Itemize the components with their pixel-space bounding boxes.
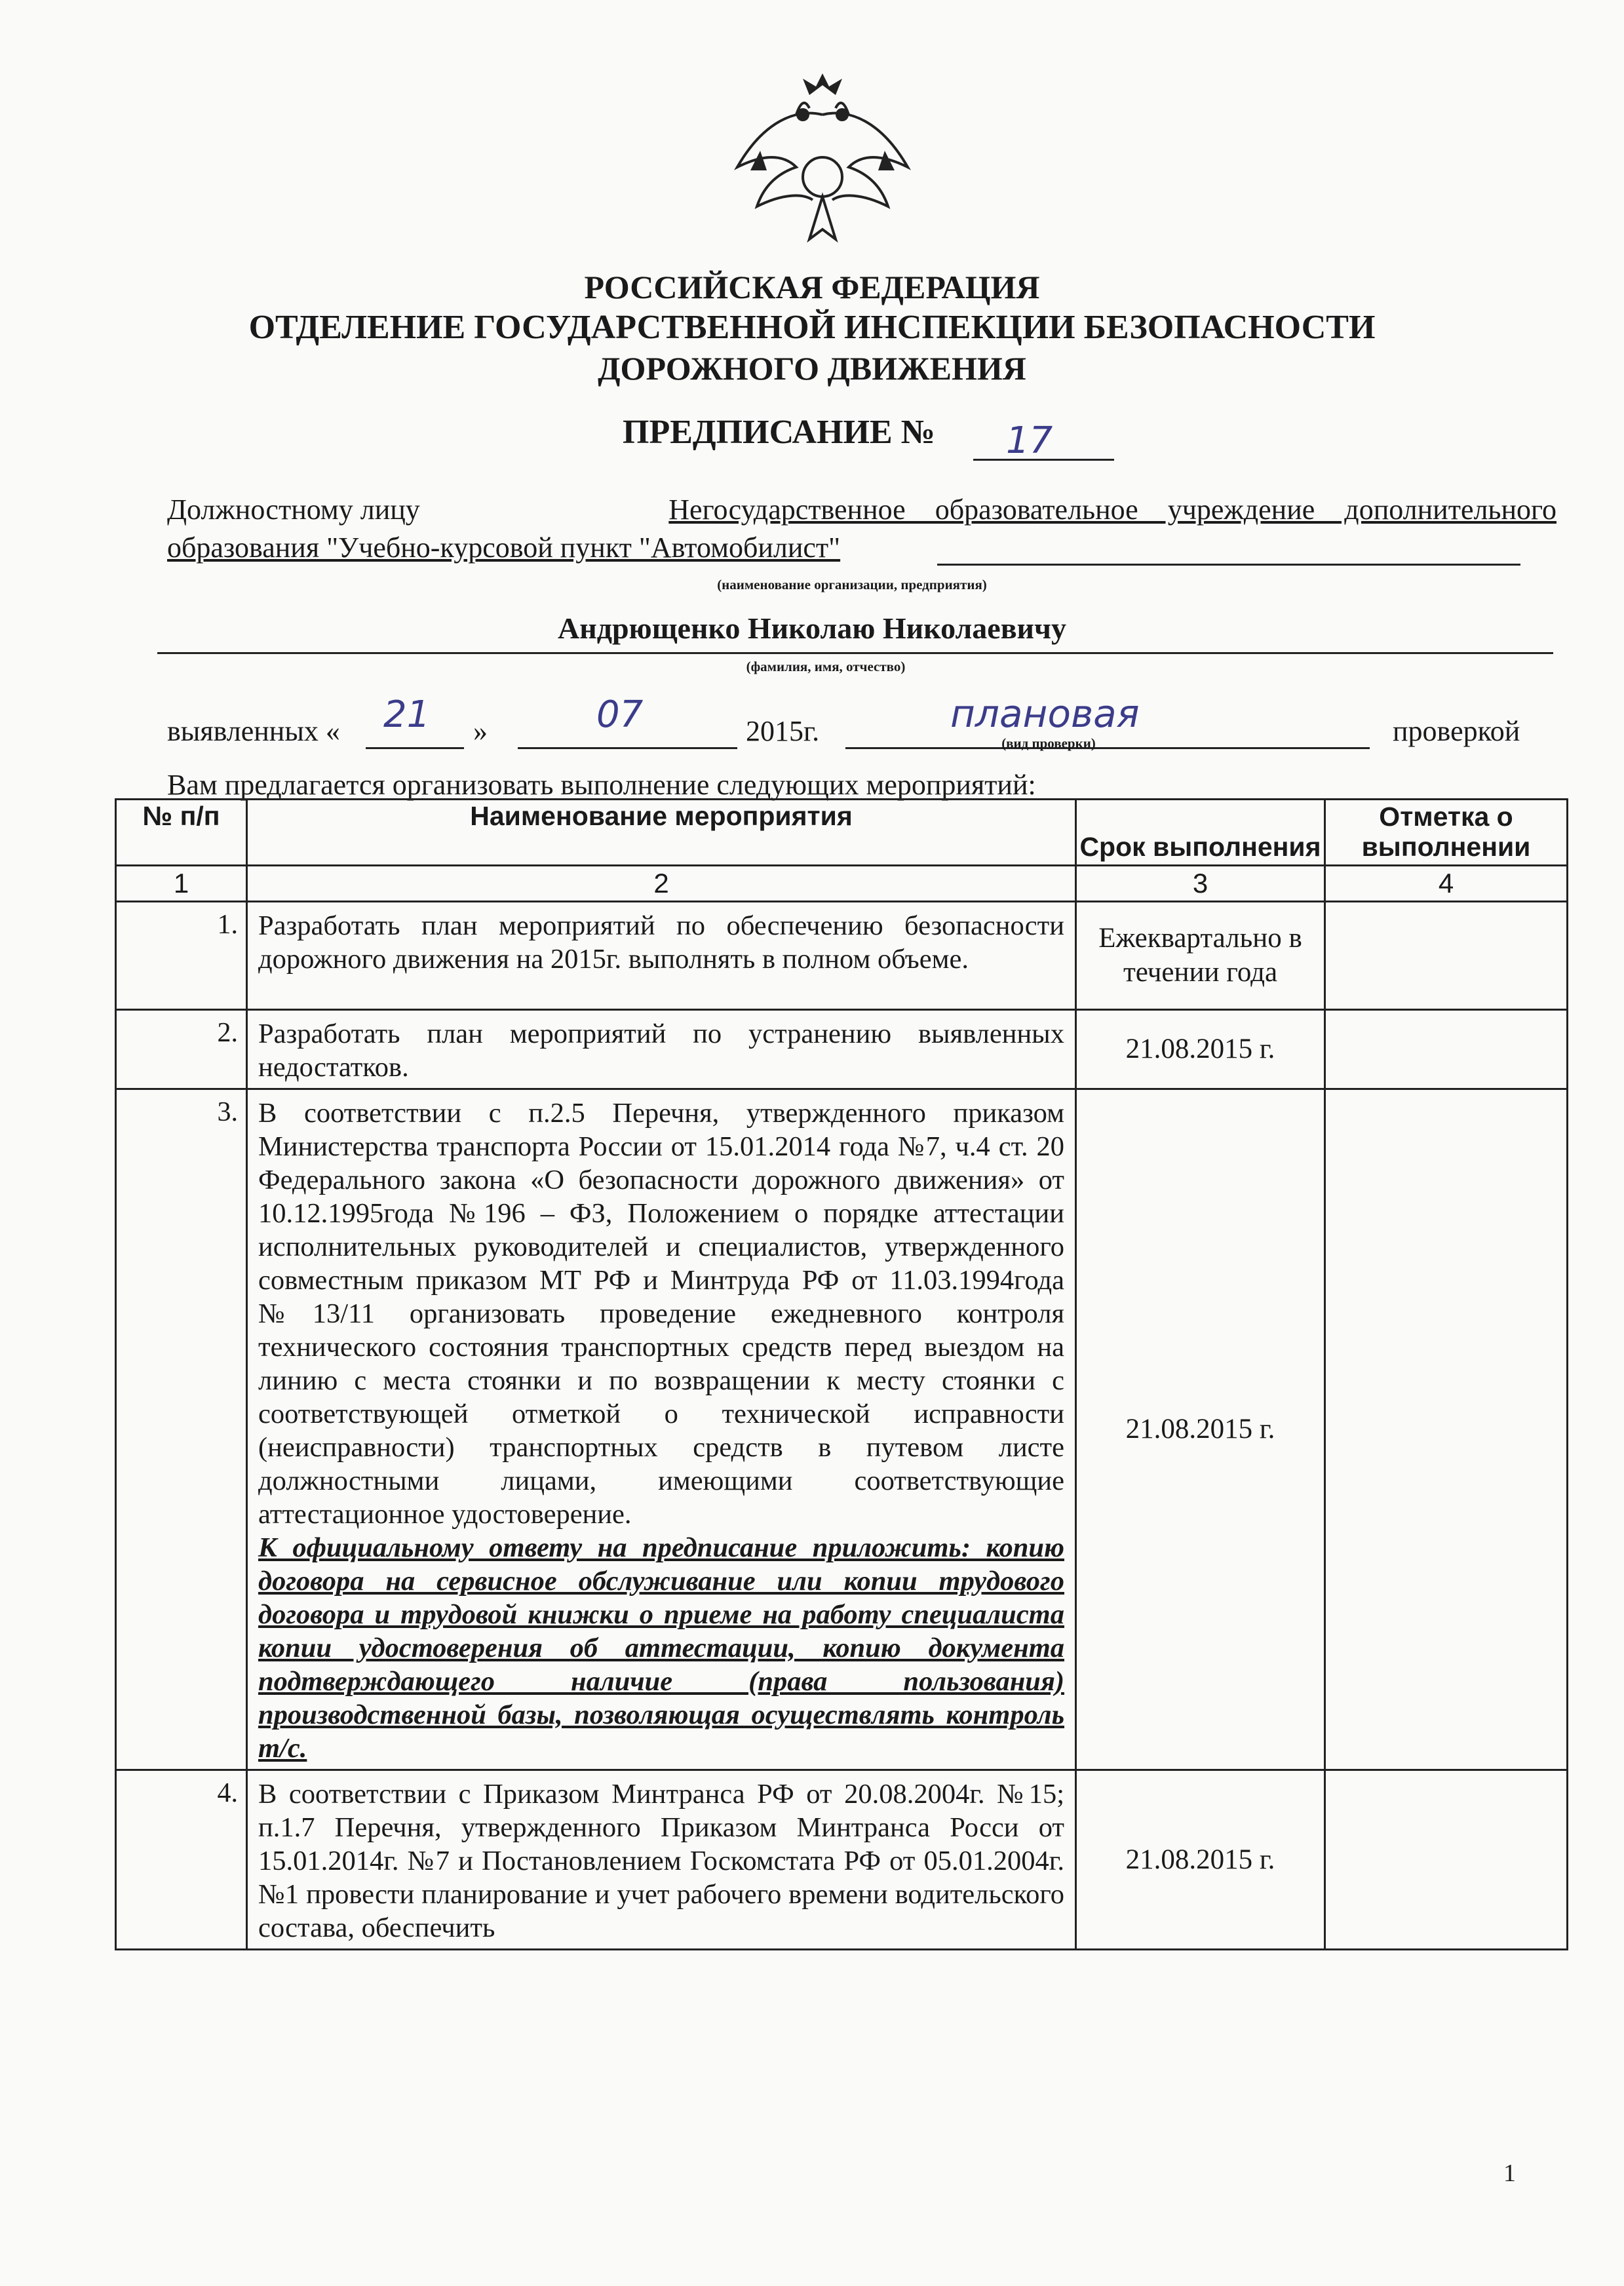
month-underline: [518, 747, 737, 749]
table-header-row: [116, 800, 1568, 866]
detected-suffix: проверкой: [1393, 715, 1520, 747]
row-text: Разработать план мероприятий по устранению выявленных недостатков.: [247, 1010, 1076, 1089]
table-row: [116, 1770, 1568, 1950]
table-row: [116, 1089, 1568, 1770]
detected-month: 07: [596, 693, 644, 736]
col-number-4: 4: [1325, 866, 1568, 902]
recipient-org-line-2: образования "Учебно-курсовой пункт "Автомобилист": [167, 532, 841, 564]
row-note: К официальному ответу на предписание приложить: копию договора на сервисное обслуживание или копии трудового договора и трудовой книжки о приеме на работу специалиста копии удостоверения об аттестации, копию документа подтверждающего наличие (права пользования) производственной базы, позволяющая осуществлять контроль т/с.: [258, 1532, 1064, 1764]
header-num: № п/п: [116, 800, 247, 866]
header-department: ОТДЕЛЕНИЕ ГОСУДАРСТВЕННОЙ ИНСПЕКЦИИ БЕЗОПАСНОСТИ: [248, 309, 1376, 346]
page-number: 1: [1503, 2160, 1516, 2187]
detected-year: 2015г.: [746, 715, 820, 747]
row-mark: [1325, 1010, 1568, 1089]
row-mark: [1325, 1770, 1568, 1950]
detected-day: 21: [383, 693, 431, 736]
header-country: РОССИЙСКАЯ ФЕДЕРАЦИЯ: [584, 269, 1040, 305]
row-deadline: 21.08.2015 г.: [1076, 1010, 1325, 1089]
table-row: [116, 902, 1568, 1010]
row-deadline: 21.08.2015 г.: [1076, 1770, 1325, 1950]
table-row: [116, 1010, 1568, 1089]
recipient-label: Должностному лицу: [167, 494, 420, 526]
row-number: 2.: [116, 1010, 247, 1089]
recipient-person: Андрющенко Николаю Николаевичу: [557, 611, 1066, 645]
row-number: 1.: [116, 902, 247, 1010]
row-text: В соответствии с п.2.5 Перечня, утвержденного приказом Министерства транспорта России от 15.01.2014 года №7, ч.4 ст. 20 Федерального закона «О безопасности дорожного движения» от 10.12.1995года №196 – ФЗ, Положением о порядке аттестации исполнительных руководителей и специалистов, утвержденного совместным приказом МТ РФ и Минтруда РФ от 11.03.1994года №13/11 организовать проведение ежедневного контроля технического состояния транспортных средств перед выездом на линию с места стоянки и по возвращении к месту стоянки с соответствующей отметкой о технической исправности (неисправности) транспортных средств в путевом листе должностными лицами, имеющими соответствующие аттестационное удостоверение.: [258, 1098, 1064, 1530]
row-text: В соответствии с Приказом Минтранса РФ от 20.08.2004г. №15; п.1.7 Перечня, утвержденного Приказом Минтранса Росси от 15.01.2014г. №7 и Постановлением Госкомстата РФ от 05.01.2004г. №1 провести планирование и учет рабочего времени водительского состава, обеспечить: [247, 1770, 1076, 1950]
org-caption: (наименование организации, предприятия): [717, 577, 987, 592]
org-fill-line: [937, 564, 1520, 566]
intro-text: Вам предлагается организовать выполнение следующих мероприятий:: [167, 769, 1036, 801]
title-number: 17: [1006, 419, 1053, 462]
header-deadline: Срок выполнения: [1076, 800, 1325, 866]
person-fill-line: [157, 652, 1553, 654]
recipient-line-1: [167, 493, 1556, 527]
row-number: 3.: [116, 1089, 247, 1770]
row-mark: [1325, 1089, 1568, 1770]
row-number: 4.: [116, 1770, 247, 1950]
row-mark: [1325, 902, 1568, 1010]
row-text-cell: [247, 1089, 1076, 1770]
person-caption: (фамилия, имя, отчество): [746, 659, 906, 674]
row-deadline: 21.08.2015 г.: [1076, 1089, 1325, 1770]
column-number-row: [116, 866, 1568, 902]
header-department-cont: ДОРОЖНОГО ДВИЖЕНИЯ: [598, 350, 1026, 387]
col-number-2: 2: [247, 866, 1076, 902]
detected-mid: »: [473, 715, 488, 747]
measures-table: [115, 798, 1568, 1950]
header-mark: Отметка о выполнении: [1325, 800, 1568, 866]
document-title: ПРЕДПИСАНИЕ №: [623, 414, 935, 451]
row-deadline: Ежеквартально в течении года: [1076, 902, 1325, 1010]
header-name: Наименование мероприятия: [247, 800, 1076, 866]
row-text: Разработать план мероприятий по обеспечению безопасности дорожного движения на 2015г. выполнять в полном объеме.: [247, 902, 1076, 1010]
detected-prefix: выявленных «: [167, 715, 340, 747]
check-type: плановая: [950, 691, 1140, 736]
day-underline: [366, 747, 464, 749]
check-caption: (вид проверки): [1001, 735, 1096, 751]
recipient-org-line-1: Негосударственное образовательное учреждение дополнительного: [668, 494, 1556, 526]
emblem-double-headed-eagle-icon: [724, 69, 921, 265]
col-number-1: 1: [116, 866, 247, 902]
col-number-3: 3: [1076, 866, 1325, 902]
